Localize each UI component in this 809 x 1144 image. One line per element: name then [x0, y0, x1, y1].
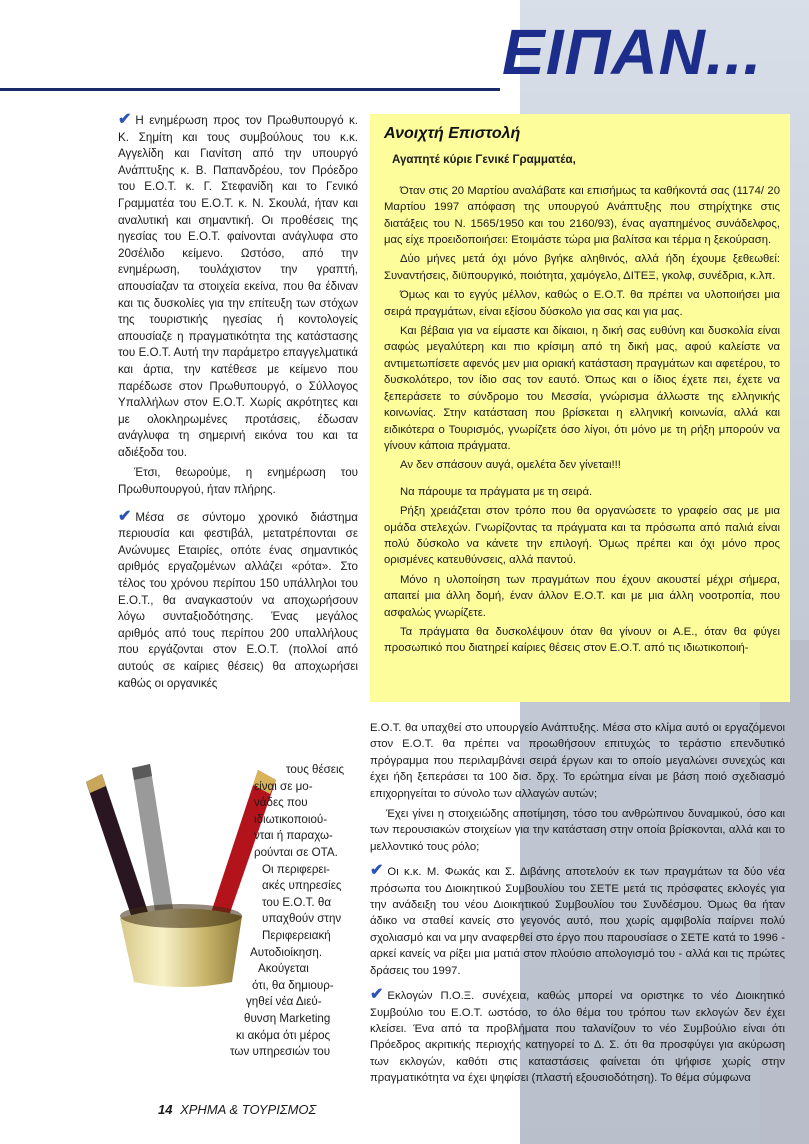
check-mark-icon: ✔ — [370, 862, 384, 880]
wrap-line: θυνση Marketing — [244, 1011, 331, 1025]
wrap-line: Οι περιφερει- — [262, 862, 331, 876]
wrap-line: νάδες που — [254, 796, 308, 810]
wrap-line: υπαχθούν στην — [262, 912, 342, 926]
check-mark-icon: ✔ — [370, 986, 384, 1004]
wrap-line: Περιφερειακή — [262, 928, 331, 942]
wrapped-text-column — [226, 762, 361, 1061]
wrap-line: νται ή παραχω- — [254, 829, 333, 843]
wrap-line: Αυτοδιοίκηση. — [250, 945, 323, 959]
left-paragraph-3: ✔ Μέσα σε σύντομο χρονικό διάστημα περιουσία και φεστιβάλ, μετατρέπονται σε Ανώνυμες Εταιρίες, οπότε ένας σημαντικός αριθμός εργαζομένων αλλάζει «ρότα». Στο τέλος του χρόνου περίπου 150 υπάλληλοι του Ε.Ο.Τ., θα αναγκαστούν να αποχωρήσουν λόγω συνταξιοδότησης. Ένας μεγάλος αριθμός από τους περίπου 200 υπαλλήλους που εργάζονται στον Ε.Ο.Τ. (πολλοί από αυτούς σε καίριες θέσεις) θα αποχωρήσει καθώς οι οργανικές — [118, 507, 358, 690]
wrap-line: κι ακόμα ότι μέρος — [236, 1028, 331, 1042]
wrap-line: ρούνται σε ΟΤΑ. — [254, 845, 338, 859]
wrap-line: των υπηρεσιών του — [230, 1045, 331, 1059]
open-letter-box — [370, 114, 790, 702]
section-title: ΕΙΠΑΝ... — [502, 16, 763, 88]
letter-paragraph-8: Μόνο η υλοποίηση των πραγμάτων που έχουν ακουστεί μέχρι σήμερα, απαιτεί μια άλλη δομή, έναν άλλον Ε.Ο.Τ. και με μια άλλη νοοτροπία, που ασφαλώς γνωρίζετε. — [384, 573, 780, 619]
letter-salutation: Αγαπητέ κύριε Γενικέ Γραμματέα, — [392, 153, 576, 167]
letter-paragraph-5: Αν δεν σπάσουν αυγά, ομελέτα δεν γίνεται!!! — [400, 459, 621, 472]
bottom-paragraph-1: Ε.Ο.Τ. θα υπαχθεί στο υπουργείο Ανάπτυξης. Μέσα στο κλίμα αυτό οι εργαζόμενοι στον Ε.Ο.Τ. θα πρέπει να προωθήσουν επιτυχώς το τεράστιο επενδυτικό πρόγραμμα που περιλαμβάνει σειρά έργων και το οποίο μεγαλώνει συνεχώς και έχει ήδη ξεπεράσει τα 100 δισ. δρχ. Το ερώτημα είναι με βάση ποιό σχεδιασμό επιχορηγείται το σύνολο των αλλαγών αυτών; — [370, 722, 785, 800]
bottom-column — [370, 720, 785, 1091]
check-mark-icon: ✔ — [118, 507, 132, 525]
wrap-line: του Ε.Ο.Τ. θα — [262, 895, 332, 909]
bottom-paragraph-2: Έχει γίνει η στοιχειώδης αποτίμηση, τόσο του ανθρώπινου δυναμικού, όσο και των περουσιακών στοιχείων για την κατάσταση στην οποία βρίσκονται, αλλά και το μελλοντικό τους ρόλο; — [370, 808, 785, 853]
wrap-line: ότι, θα δημιουρ- — [252, 978, 334, 992]
wrap-line: ακές υπηρεσίες — [262, 879, 342, 893]
bottom-paragraph-4: ✔ Εκλογών Π.Ο.Ξ. συνέχεια, καθώς μπορεί να οριστηκε το νέο Διοικητικό Συμβούλιο του Ε.Ο.Τ. ωστόσο, το όλο θέμα του τρόπου των εκλογών δεν έχει κλείσει. Ένα από τα προβλήματα που ταλανίζουν το νέο Συμβούλιο είναι ότι Πρόεδρος ακριτικής περιοχής κατηγορεί το Δ. Σ. ότι θα προσφύγει για ακύρωση των εκλογών, καθότι στις καταστάσεις φαίνεται ότι ψήφισε χωρίς στην πραγματικότητα να έχει ψηφίσει (πλαστή εξουσιοδότηση). Το θέμα σύμφωνα — [370, 986, 785, 1085]
magazine-name: ΧΡΗΜΑ & ΤΟΥΡΙΣΜΟΣ — [180, 1102, 317, 1117]
bottom-paragraph-3: ✔ Οι κ.κ. Μ. Φωκάς και Σ. Διβάνης αποτελούν εκ των πραγμάτων τα δύο νέα πρόσωπα του Διοικητικού Συμβουλίου του ΣΕΤΕ μετά τις πρόσφατες εκλογές για την ανάδειξη του νέου Διοικητικού Συμβουλίου του Συνδέσμου. Όμως θα ήταν άδικο να σταθεί κανείς στο γεγονός αυτό, που χωρίς αμφιβολία παίρνει πολύ σχολιασμό και να μην αναφερθεί στο έργο που παρουσίασε ο ΣΕΤΕ κατά το 1996 - αρκεί κανείς να ρίξει μια ματιά στον πλούσιο απολογισμό του - αλλά και τις πρώτες δράσεις του 1997. — [370, 862, 785, 977]
letter-paragraph-7: Ρήξη χρειάζεται στον τρόπο που θα οργανώσετε το γραφείο σας με μια ομάδα στελεχών. Γνωρίζοντας τα πράγματα και τα πρόσωπα από παλιά είναι πολύ δύσκολο να κάνετε την επιλογή. Όμως πρέπει και όχι μόνο προς ορισμένες κατευθύνσεις, αλλά παντού. — [384, 505, 780, 567]
left-column — [118, 112, 358, 696]
letter-paragraph-6: Να πάρουμε τα πράγματα με τη σειρά. — [400, 485, 593, 498]
wrap-line: τους θέσεις — [286, 763, 345, 776]
page-footer — [158, 1102, 316, 1117]
letter-paragraph-3: Όμως και το εγγύς μέλλον, καθώς ο Ε.Ο.Τ. θα πρέπει να υλοποιήσει μια σειρά πραγμάτων, είναι εξίσου δύσκολο για σας και για μας. — [384, 289, 780, 318]
letter-paragraph-9: Τα πράγματα θα δυσκολέψουν όταν θα γίνουν οι Α.Ε., όταν θα φύγει προσωπικό που διατηρεί καίριες θέσεις στον Ε.Ο.Τ. από τις ιδιωτικοποιή- — [384, 625, 780, 655]
check-mark-icon: ✔ — [118, 111, 132, 128]
cup-rim — [120, 904, 242, 928]
wrap-line: ιδιωτικοποιού- — [254, 812, 328, 826]
page-number: 14 — [158, 1102, 173, 1117]
wrap-line: Ακούγεται — [258, 962, 309, 976]
wrap-line: είναι σε μο- — [254, 779, 313, 793]
left-paragraph-1: ✔ Η ενημέρωση προς τον Πρωθυπουργό κ. Κ. Σημίτη και τους συμβούλους του κ.κ. Αγγελίδη και Γιανίτση από την υπουργό Ανάπτυξης κ. Β. Παπανδρέου, τον Πρόεδρο του Ε.Ο.Τ. κ. Γ. Στεφανίδη και το Γενικό Γραμματέα του Ε.Ο.Τ. κ. Ν. Σκουλά, ήταν και αναλυτική και σημαντική. Οι προθέσεις της ηγεσίας του Ε.Ο.Τ. φαίνονται ανάγλυφα στο 20σέλιδο κείμενο. Ωστόσο, από την ενημέρωση, τουλάχιστον την γραπτή, απουσίαζαν τα στοιχεία εκείνα, που θα έδιναν και τις δυσκολίες για την επίτευξη των στόχων της τουριστικής ηγεσίας ή κοντολογείς απουσίαζε η πραγματικότητα της κατάστασης του Ε.Ο.Τ. Αυτή την παράμετρο επαγγελματικά και άρτια, την κατέθεσε με κείμενο που παρέδωσε στον Πρωθυπουργό, ο Σύλλογος Υπαλλήλων στον Ε.Ο.Τ. Χωρίς ακρότητες και με ολοκληρωμένες προτάσεις, έδωσαν ανάγλυφα τη σημερινή εικόνα του και τα αδιέξοδα του. — [118, 111, 358, 459]
header-rule — [0, 88, 500, 91]
left-paragraph-2: Έτσι, θεωρούμε, η ενημέρωση του Πρωθυπουργού, ήταν πλήρης. — [118, 466, 358, 497]
letter-title: Ανοιχτή Επιστολή — [384, 125, 521, 142]
wrap-line: γηθεί νέα Διεύ- — [246, 995, 322, 1009]
letter-paragraph-4: Και βέβαια για να είμαστε και δίκαιοι, η δική σας ευθύνη και δυσκολία είναι σαφώς μεγαλύτερη και πιο κρίσιμη από τη δική μας, αφού καλείστε να αντιμετωπίσετε αφενός μεν μια οριακή κατάσταση πραγμάτων και αφετέρου, το δυσκολότερο, τον ίδιο σας τον εαυτό. Όπως και ο ίδιος έχετε πει, έχετε να ξεπεράσετε το σύνδρομο του Μεσσία, γνώρισμα άλλωστε της ελληνικής κοινωνίας. Στην κατάσταση που βρίσκεται η ελληνική κοινωνία, αλλά και ειδικότερα ο Τουρισμός, γνωρίζετε όσο λίγοι, ότι μόνο με τη ρήξη μπορούν να γίνουν κάποια πράγματα. — [384, 325, 780, 452]
letter-paragraph-1: Όταν στις 20 Μαρτίου αναλάβατε και επισήμως τα καθήκοντά σας (1174/ 20 Μαρτίου 1997 απόφαση της υπουργού Ανάπτυξης που στηρίχτηκε στις διατάξεις του Ν. 1565/1950 και του 2160/93), ένας αγαπημένος συνάδελφος, μας είχε προειδοποιήσει: Ετοιμάστε τώρα μια βαλίτσα και τέρμα η ξεκούραση. — [384, 184, 780, 247]
letter-paragraph-2: Δύο μήνες μετά όχι μόνο βγήκε αληθινός, αλλά ήδη έχουμε ξεθεωθεί: Συναντήσεις, διϋπουργικό, ποιότητα, χαμόγελο, ΔΙΤΕΞ, γκολφ, συνέδρια, κ.λπ. — [384, 253, 780, 282]
